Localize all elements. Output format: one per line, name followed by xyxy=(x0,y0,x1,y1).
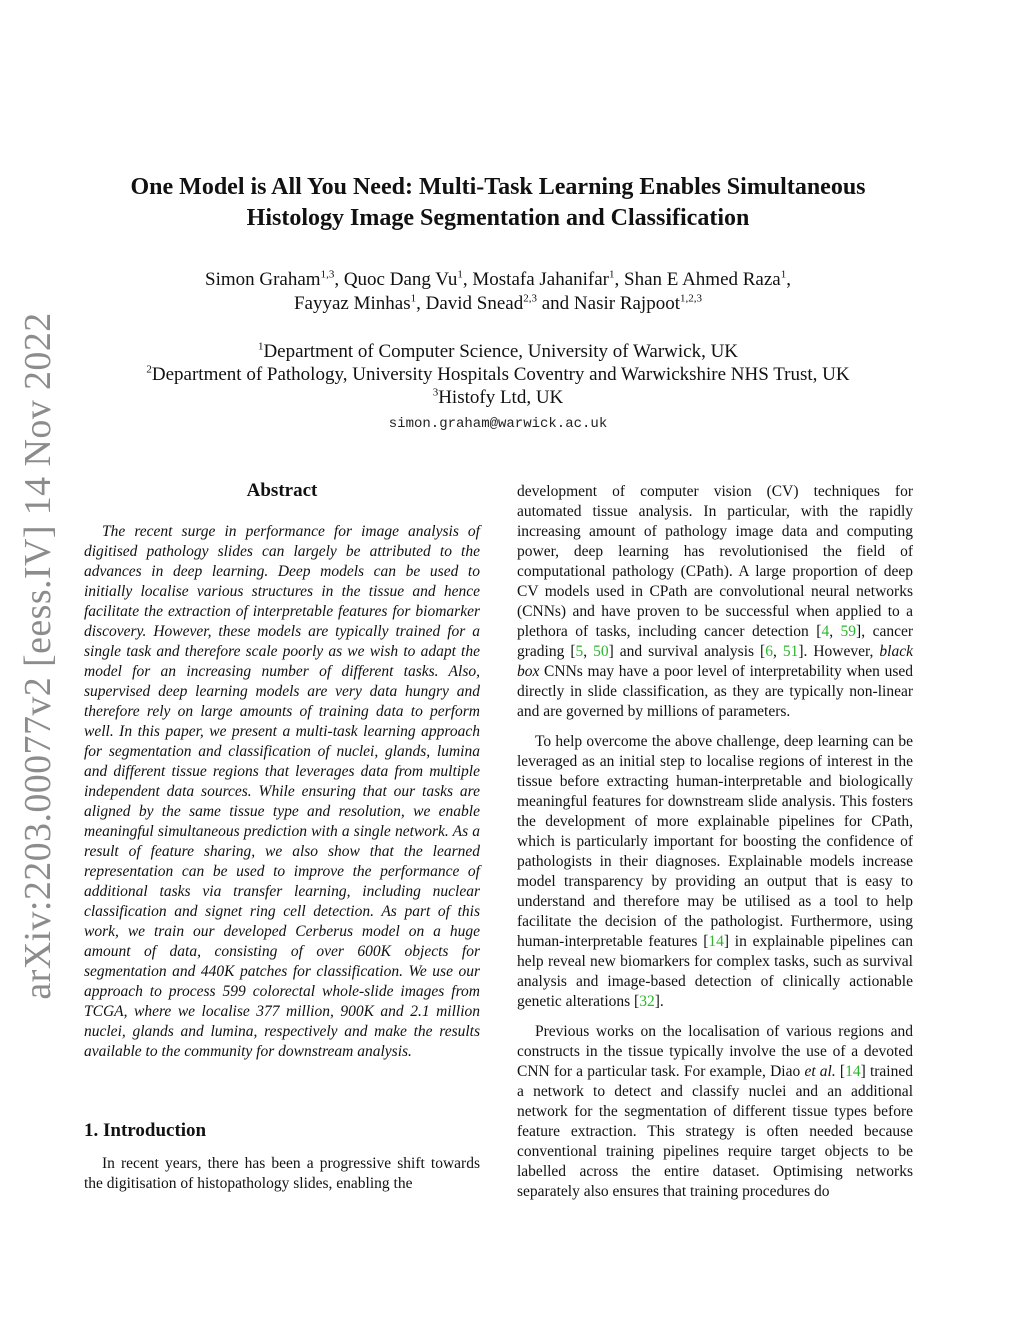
body-text: ]. xyxy=(654,993,664,1010)
citation-link[interactable]: 14 xyxy=(708,933,724,950)
body-text: ] and survival analysis [ xyxy=(608,643,766,660)
citation-link[interactable]: 59 xyxy=(840,623,857,640)
introduction-paragraph: In recent years, there has been a progressive shift towards the digitisation of histopathology slides, enabling the xyxy=(84,1155,480,1192)
body-text: development of computer vision (CV) techniques for automated tissue analysis. In particular, with the rapidly increasing amount of pathology image data and computing power, deep learning has revolutionised the field of computational pathology (CPath). A large proportion of deep CV models used in CPath are convolutional neural networks (CNNs) and have proven to be successful when applied to a plethora of tasks, including cancer detection [ xyxy=(517,483,913,640)
author-separator: , xyxy=(334,269,344,290)
citation-link[interactable]: 14 xyxy=(845,1063,861,1080)
affiliation-2 xyxy=(80,363,916,386)
author-affiliation-mark: 1,2,3 xyxy=(680,292,702,305)
author-affiliation-mark: 1,3 xyxy=(320,268,335,281)
author-name: David Snead xyxy=(425,293,524,314)
author-line-2 xyxy=(80,292,916,316)
citation-link[interactable]: 5 xyxy=(575,643,584,660)
introduction-heading: 1. Introduction xyxy=(84,1120,207,1141)
emphasis-text: black box xyxy=(517,643,913,680)
affiliation-text: Histofy Ltd, UK xyxy=(438,387,564,408)
affiliation-3 xyxy=(80,386,916,409)
affiliation-mark: 1 xyxy=(257,340,264,353)
citation-link[interactable]: 6 xyxy=(765,643,773,660)
paper-title xyxy=(80,172,916,234)
author-separator: , xyxy=(416,293,426,314)
body-text: ] in explainable pipelines can help reveal new biomarkers for complex tasks, such as survival analysis and image-based detection of clinically actionable genetic alterations [ xyxy=(517,933,913,1010)
author-name: Quoc Dang Vu xyxy=(343,269,458,290)
abstract-text: The recent surge in performance for image analysis of digitised pathology slides can largely be attributed to the advances in deep learning. Deep models can be used to initially localise various structures in the tissue and hence facilitate the extraction of interpretable features for biomarker discovery. However, these models are typically trained for a single task and therefore scale poorly as we wish to adapt the model for an increasing number of different tasks. Also, supervised deep learning models are very data hungry and therefore rely on large amounts of training data to perform well. In this paper, we present a multi-task learning approach for segmentation and classification of nuclei, glands, lumina and different tissue regions that leverages data from multiple independent data sources. While ensuring that our tasks are aligned by the same tissue type and resolution, we enable meaningful simultaneous prediction with a single network. As a result of feature sharing, we also show that the learned representation can be used to improve the performance of additional tasks via transfer learning, including nuclear classification and signet ring cell detection. As part of this work, we train our developed Cerberus model on a huge amount of data, consisting of over 600K objects for segmentation and 440K patches for classification. We use our approach to process 599 colorectal whole-slide images from TCGA, where we localise 377 million, 900K and 2.1 million nuclei, glands and lumina, respectively and make the results available to the community for downstream analysis. xyxy=(84,523,480,1060)
author-separator: , xyxy=(614,269,625,290)
citation-separator: , xyxy=(583,643,594,660)
body-text: [ xyxy=(835,1063,846,1080)
affiliation-mark: 3 xyxy=(432,386,439,399)
title-line-1: One Model is All You Need: Multi-Task Learning Enables Simultaneous xyxy=(130,174,866,200)
author-affiliation-mark: 2,3 xyxy=(523,292,537,305)
citation-separator: , xyxy=(829,623,841,640)
arxiv-sidebar-stamp xyxy=(14,312,62,1000)
affiliation-mark: 2 xyxy=(146,363,152,376)
author-name: Simon Graham xyxy=(205,269,321,290)
contact-email: simon.graham@warwick.ac.uk xyxy=(388,416,608,432)
author-separator: , xyxy=(786,269,791,290)
citation-link[interactable]: 4 xyxy=(821,623,830,640)
abstract-heading: Abstract xyxy=(246,480,318,501)
body-text: ]. However, xyxy=(798,643,880,660)
body-text: CNNs may have a poor level of interpretability when used directly in slide classification, as they are typically non-linear and are governed by millions of parameters. xyxy=(517,663,913,720)
author-name: Shan E Ahmed Raza xyxy=(624,269,781,290)
body-text: ], cancer grading [ xyxy=(517,623,913,660)
body-text: ] trained a network to detect and classify nuclei and an additional network for the segmentation of different tissue types before feature extraction. This strategy is often needed because conventional training pipelines require target objects to be labelled across the entire dataset. Optimising networks separately also ensures that training procedures do xyxy=(517,1063,913,1200)
body-paragraph xyxy=(517,732,913,1012)
author-list xyxy=(80,268,916,316)
body-text: To help overcome the above challenge, deep learning can be leveraged as an initial step to localise regions of interest in the tissue before extracting human-interpretable and biologically meaningful features for downstream slide analysis. This fosters the development of more explainable pipelines for CPath, which is particularly important for boosting the confidence of pathologists in their diagnoses. Explainable models increase model transparency by providing an output that is easy to understand and therefore may be utilised as a tool to help facilitate the decision of the pathologist. Furthermore, using human-interpretable features [ xyxy=(517,733,913,950)
emphasis-text: et al. xyxy=(804,1063,836,1080)
author-name: Mostafa Jahanifar xyxy=(472,269,610,290)
body-text: Previous works on the localisation of various regions and constructs in the tissue typically involve the use of a devoted CNN for a particular task. For example, Diao xyxy=(517,1023,913,1080)
arxiv-identifier: arXiv:2203.00077v2 [eess.IV] 14 Nov 2022 xyxy=(17,312,59,1000)
citation-link[interactable]: 32 xyxy=(639,993,655,1010)
author-affiliation-mark: 1 xyxy=(457,268,463,281)
citation-link[interactable]: 51 xyxy=(782,643,799,660)
author-name: Nasir Rajpoot xyxy=(573,293,680,314)
affiliation-text: Department of Pathology, University Hospitals Coventry and Warwickshire NHS Trust, UK xyxy=(151,364,850,385)
affiliation-1 xyxy=(80,340,916,363)
affiliation-list xyxy=(80,340,916,409)
body-paragraph xyxy=(517,1022,913,1202)
author-line-1 xyxy=(80,268,916,292)
author-affiliation-mark: 1 xyxy=(410,292,417,305)
author-separator: , xyxy=(462,269,473,290)
citation-link[interactable]: 50 xyxy=(593,643,609,660)
author-affiliation-mark: 1 xyxy=(609,268,615,281)
affiliation-text: Department of Computer Science, University of Warwick, UK xyxy=(263,341,739,362)
title-line-2: Histology Image Segmentation and Classification xyxy=(246,205,750,231)
citation-separator: , xyxy=(772,643,783,660)
right-column-text xyxy=(517,482,913,1212)
author-name: Fayyaz Minhas xyxy=(293,293,411,314)
body-paragraph xyxy=(517,482,913,722)
author-conjunction: and xyxy=(536,293,574,314)
author-affiliation-mark: 1 xyxy=(780,268,787,281)
